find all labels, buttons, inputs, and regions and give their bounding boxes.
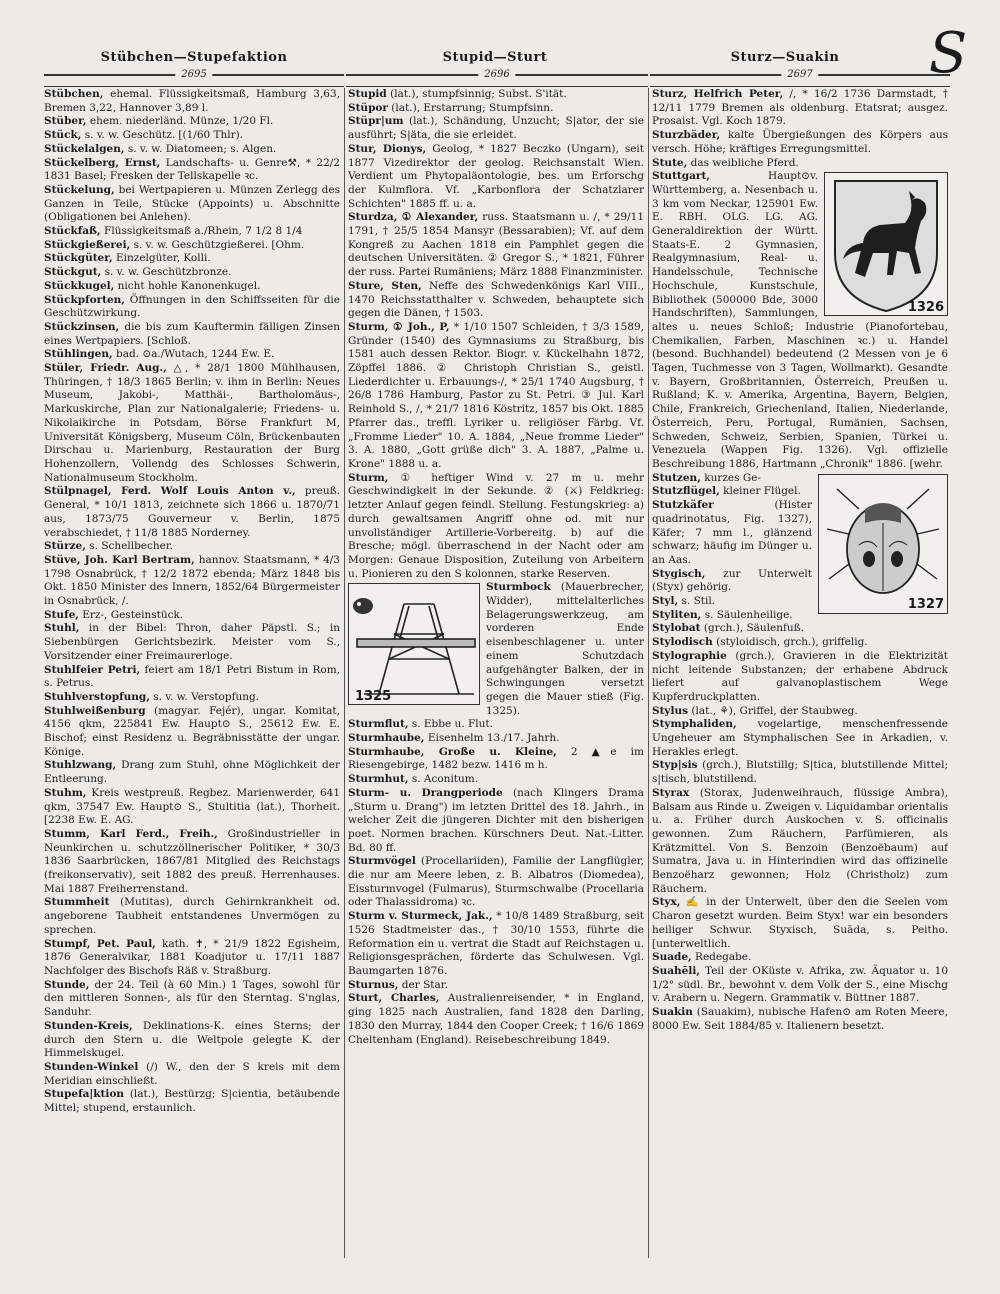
dictionary-entry: [44, 266, 340, 280]
dictionary-entry: [348, 732, 644, 746]
entry-headword: Stutzkäfer: [652, 499, 714, 512]
entry-headword: Stutzflügel,: [652, 485, 720, 498]
entry-definition: s. Aconitum.: [411, 773, 479, 786]
entry-definition: (grch.), Säulenfuß.: [703, 622, 805, 635]
entry-definition: * 10/8 1489 Straßburg, seit 1526 Stadtmeister das., † 30/10 1553, führte die Reformation ein u. vertrat die Stadt auf Reichstagen u. Religionsgesprächen, förderte das Schulwesen. Vgl. Baumgarten 1876.: [348, 910, 644, 977]
entry-headword: Stuhlfeier Petri,: [44, 663, 141, 676]
dictionary-entry: [348, 472, 644, 582]
entry-headword: Stüber,: [44, 115, 87, 128]
entry-headword: Stupid: [348, 88, 387, 100]
entry-headword: Sturdza, ① Alexander,: [348, 211, 479, 224]
dictionary-entry: [44, 896, 340, 937]
entry-definition: Großindustrieller in Neunkirchen u. schutzzöllnerischer Politiker, * 30/3 1836 Saarbrücken, 1867/81 Mitglied des Reichstags (freikonservativ), seit 1882 des preuß. Herrenhauses. Mai 1887 Freiherrenstand.: [44, 827, 340, 895]
entry-headword: Stuhlverstopfung,: [44, 690, 150, 703]
entry-headword: Styl,: [652, 595, 679, 608]
entry-definition: preuß. General, * 10/1 1813, zeichnete sich 1866 u. 1870/71 aus, 1873/75 Gouverneur v. Berlin, 1875 verabschiedet, † 11/8 1885 Norderney.: [44, 485, 340, 539]
dictionary-entry: [44, 321, 340, 348]
running-head-right: Sturz—Suakin: [730, 50, 840, 65]
dictionary-entry: [44, 143, 340, 157]
entry-headword: Stüpor: [348, 101, 388, 114]
column-left: [44, 88, 340, 1258]
entry-definition: Eisenhelm 13./17. Jahrh.: [427, 732, 560, 745]
entry-headword: Sturmflut,: [348, 718, 409, 731]
dictionary-entry: [652, 129, 948, 156]
dictionary-entry: [348, 855, 644, 910]
dictionary-entry: [652, 718, 948, 759]
entry-headword: Stückgießerei,: [44, 238, 131, 251]
dictionary-entry: [348, 992, 644, 1047]
dictionary-entry: [652, 896, 948, 951]
entry-definition: kalte Übergießungen des Körpers aus versch. Höhe; kräftiges Erregungsmittel.: [652, 129, 948, 155]
coat-of-arms-horse-icon: [825, 173, 947, 315]
entry-definition: die bis zum Kauftermin fälligen Zinsen eines Wertpapiers. [Schloß.: [44, 320, 340, 347]
entry-headword: Stuhlzwang,: [44, 759, 117, 772]
entry-definition: /, * 16/2 1736 Darmstadt, † 12/11 1779 Bremen als oldenburg. Etatsrat; ausgez. Prosaist. Vgl. Koch 1879.: [652, 88, 948, 128]
entry-definition: Landschafts- u. Genre⚒, * 22/2 1831 Basel; Fresken der Tellskapelle ꝛc.: [44, 156, 340, 183]
entry-definition: (Sauakim), nubische Hafen⊙ am Roten Meere, 8000 Ew. Seit 1884/85 v. Italienern besetzt.: [652, 1006, 948, 1032]
running-head-center: Stupid—Sturt: [442, 50, 548, 65]
entry-definition: s. v. w. Verstopfung.: [153, 690, 260, 703]
dictionary-entry: [44, 348, 340, 362]
dictionary-entry: [348, 910, 644, 979]
entry-definition: in der Bibel: Thron, daher Päpstl. S.; in Siebenbürgen Gerichtsbezirk. Meister vom S., Vorsitzender einer Freimaurerloge.: [44, 622, 340, 662]
dictionary-entry: [348, 773, 644, 787]
dictionary-entry: [348, 979, 644, 993]
entry-headword: Stylus: [652, 704, 689, 717]
entry-definition: Einzelgüter, Kolli.: [116, 252, 211, 265]
entry-headword: Styliten,: [652, 608, 702, 621]
entry-definition: kurzes Ge-: [704, 471, 761, 484]
page-number-right: 2697: [781, 69, 818, 81]
column-right: [652, 88, 948, 1258]
beetle-illustration: [819, 475, 947, 613]
entry-definition: ① heftiger Wind v. 27 m u. mehr Geschwindigkeit in der Sekunde. ② (⚔) Feldkrieg: letzter Anlauf gegen feindl. Stellung. Festungskrieg: a) durch gewaltsamen Angriff ohne od. mit nur unvollständiger Artillerie-Vorbereitg. b) auf die Bresche; mögl. überraschend in der Nacht oder am Morgen: Genaue Disposition, Zuteilung von Arbeitern u. Pionieren zu den S kolonnen, starke Reserven.: [348, 471, 644, 580]
dictionary-entry: [348, 746, 644, 773]
dictionary-entry: [348, 787, 644, 856]
section-letter: S: [928, 21, 968, 86]
entry-headword: Stückfaß,: [44, 225, 101, 238]
dictionary-entry: [652, 636, 948, 650]
entry-definition: Redegabe.: [695, 951, 752, 964]
entry-headword: Stülpnagel, Ferd. Wolf Louis Anton v.,: [44, 485, 296, 498]
dictionary-entry: [44, 485, 340, 540]
column-divider: [344, 88, 345, 1258]
entry-headword: Stühlingen,: [44, 348, 113, 361]
entry-headword: Stute,: [652, 156, 688, 169]
dictionary-entry: [44, 705, 340, 760]
entry-definition: bei Wertpapieren u. Münzen Zerlegg des Ganzen in Teile, Stücke (Appoints) u. Abschnitte (Obligationen bei Anlehen).: [44, 183, 340, 224]
dictionary-entry: [44, 554, 340, 609]
entry-headword: Sturm- u. Drangperiode: [348, 786, 503, 799]
entry-definition: Drang zum Stuhl, ohne Möglichkeit der Entleerung.: [44, 759, 340, 786]
page-number-bar-center: [346, 69, 648, 87]
page-number-bar-right: [650, 69, 950, 87]
entry-headword: Stur, Dionys,: [348, 142, 427, 155]
entry-definition: kleiner Flügel.: [723, 485, 801, 498]
entry-headword: Suade,: [652, 951, 692, 964]
entry-headword: Stückgut,: [44, 266, 102, 279]
dictionary-entry: [348, 718, 644, 732]
entry-definition: s. Stil.: [681, 595, 716, 608]
entry-headword: Sturt, Charles,: [348, 992, 440, 1005]
dictionary-entry: [44, 280, 340, 294]
entry-headword: Styp|sis: [652, 759, 698, 772]
dictionary-entry: [44, 362, 340, 485]
entry-headword: Stuttgart,: [652, 170, 710, 183]
entry-headword: Sturzbäder,: [652, 129, 721, 142]
entry-definition: Flüssigkeitsmaß a./Rhein, 7 1/2 8 1/4: [104, 225, 303, 238]
entry-headword: Stückelung,: [44, 183, 115, 196]
entry-definition: (styloidisch, grch.), griffelig.: [716, 636, 868, 649]
entry-headword: Stückpforten,: [44, 293, 125, 306]
entry-definition: Deklinations-K. eines Sterns; der durch den Stern u. die Weltpole gelegte K. der Himmelskugel.: [44, 1019, 340, 1060]
entry-definition: ehemal. Flüssigkeitsmaß, Hamburg 3,63, Bremen 3,22, Hannover 3,89 l.: [44, 88, 340, 114]
entry-headword: Stuhlweißenburg: [44, 704, 146, 717]
figure-number: 1327: [907, 596, 944, 612]
entry-definition: (/) W., den der S kreis mit dem Meridian einschließt.: [44, 1060, 340, 1087]
entry-definition: (lat.), Erstarrung; Stumpfsinn.: [391, 101, 554, 114]
dictionary-entry: [44, 129, 340, 143]
entry-definition: (Mutitas), durch Gehirnkrankheit od. angeborene Taubheit entstandenes Unvermögen zu sprechen.: [44, 896, 340, 936]
dictionary-entry: [652, 157, 948, 171]
dictionary-entry: [44, 239, 340, 253]
dictionary-entry: [44, 828, 340, 897]
entry-definition: (magyar. Fejér), ungar. Komitat, 4156 qkm, 225841 Ew. Haupt⊙ S., 25612 Ew. E. Bischof; einst Residenz u. Begräbnisstätte der ungar. Könige.: [44, 704, 340, 758]
entry-headword: Stumpf, Pet. Paul,: [44, 937, 156, 950]
entry-definition: ehem. niederländ. Münze, 1/20 Fl.: [89, 115, 274, 128]
entry-headword: Stückkugel,: [44, 279, 115, 292]
entry-definition: nicht hohle Kanonenkugel.: [117, 279, 261, 292]
entry-definition: s. v. w. Geschützbronze.: [104, 266, 232, 279]
dictionary-entry: [348, 280, 644, 321]
dictionary-entry: [44, 157, 340, 184]
page-number-left: 2695: [175, 69, 212, 81]
entry-headword: Styx,: [652, 896, 681, 909]
entry-definition: (lat.), Schändung, Unzucht; S|ator, der sie ausführt; S|äta, die sie erleidet.: [348, 115, 644, 142]
entry-headword: Suakin: [652, 1006, 693, 1019]
entry-headword: Stückelalgen,: [44, 142, 125, 155]
entry-definition: s. Schellbecher.: [89, 540, 174, 553]
dictionary-entry: [348, 143, 644, 212]
entry-definition: Kreis westpreuß. Regbez. Marienwerder, 641 qkm, 37547 Ew. Haupt⊙ S., Stultitia (lat.), Thorheit. [2238 Ew. E. AG.: [44, 786, 340, 827]
entry-definition: Neffe des Schwedenkönigs Karl VIII., 1470 Reichsstatthalter v. Schweden, behauptete sich gegen die Dänen, † 1503.: [348, 279, 644, 320]
entry-definition: feiert am 18/1 Petri Bistum in Rom, s. Petrus.: [44, 663, 340, 690]
dictionary-entry: [44, 1088, 340, 1115]
page-number-bar-left: [44, 69, 344, 87]
entry-definition: (Storax, Judenweihrauch, flüssige Ambra), Balsam aus Rinde u. Zweigen v. Liquidambar orientalis u. a. Früher durch Auskochen v. S. officinalis gewonnen. Zum Räuchern, Parfümieren, als Krätzmittel. Von S. Benzoin (Benzoëbaum) auf Sumatra, Java u. in Hinterindien wird das offizinelle Benzoëharz gewonnen; Holz (Christholz) zum Räuchern.: [652, 786, 948, 895]
entry-definition: (Mauerbrecher, Widder), mittelalterliches Belagerungswerkzeug, am vorderen Ende eisenbeschlagener u. unter einem Schutzdach aufgehängter Balken, der in Schwingungen versetzt gegen die Mauer stieß (Fig. 1325).: [486, 581, 644, 717]
entry-headword: Sturmhaube, Große u. Kleine,: [348, 745, 557, 758]
entry-definition: Haupt⊙v. Württemberg, a. Nesenbach u. 3 km vom Neckar, 125901 Ew. E. RBH. OLG. LG. AG. Generaldirektion der Württ. Staats-E. 2 Gymnasien, Realgymnasium, Real- u. Handelsschule, Technische Hochschule, Kunstschule, Bibliothek (500000 Bde, 3000 Handschriften), Sammlungen, altes u. neues Schloß; Industrie (Pianofortebau, Chemikalien, Farben, Maschinen ꝛc.) u. Handel (besond. Buchhandel) bedeutend (2 Messen von je 6 Tagen, Tuchmesse von 3 Tagen, Wollmarkt). Gesandte v. Bayern, Großbritannien, Österreich, Preußen u. Rußland; K. v. Amerika, Argentina, Bayern, Belgien, Chile, Frankreich, Griechenland, Italien, Niederlande, Österreich, Peru, Portugal, Rumänien, Sachsen, Schweden, Schweiz, Serbien, Spanien, Türkei u. Venezuela (Wappen Fig. 1326). Vgl. offizielle Beschreibung 1886, Hartmann „Chronik" 1886. [wehr.: [652, 170, 948, 470]
dictionary-entry: [44, 664, 340, 691]
dictionary-entry: [44, 540, 340, 554]
entry-headword: Stüve, Joh. Karl Bertram,: [44, 553, 195, 566]
dictionary-entry: [652, 787, 948, 897]
figure-stuttgart-coat-of-arms: [824, 172, 948, 316]
entry-definition: ✍ in der Unterwelt, über den die Seelen vom Charon gesetzt wurden. Beim Styx! war ein besonders heiliger Schwur. Styxisch, Suāda, s. Peitho. [unterweltlich.: [652, 896, 948, 950]
entry-headword: Stummheit: [44, 896, 110, 909]
entry-headword: Sturmvögel: [348, 855, 416, 868]
entry-definition: vogelartige, menschenfressende Ungeheuer am Stymphalischen See in Arkadien, v. Herakles erlegt.: [652, 718, 948, 758]
entry-headword: Stylographie: [652, 649, 727, 662]
entry-headword: Sturm,: [348, 471, 389, 484]
entry-definition: (grch.), Blutstillg; S|tica, blutstillende Mittel; s|tisch, blutstillend.: [652, 759, 948, 786]
entry-definition: zur Unterwelt (Styx) gehörig.: [652, 567, 812, 594]
dictionary-entry: [44, 225, 340, 239]
entry-headword: Stunden-Winkel: [44, 1060, 139, 1073]
entry-headword: Sture, Sten,: [348, 279, 422, 292]
dictionary-entry: [44, 184, 340, 225]
entry-definition: (lat., ⚘), Griffel, der Staubweg.: [691, 704, 858, 717]
dictionary-entry: [44, 979, 340, 1020]
entry-headword: Sturm v. Sturmeck, Jak.,: [348, 910, 493, 923]
entry-headword: Sturmbock: [486, 581, 551, 594]
dictionary-entry: [652, 965, 948, 1006]
dictionary-entry: [44, 252, 340, 266]
dictionary-entry: [44, 787, 340, 828]
dictionary-entry: [44, 115, 340, 129]
entry-definition: (lat.), Bestürzg; S|cientia, betäubende Mittel; stupend, erstaunlich.: [44, 1088, 340, 1115]
entry-headword: Sturm, ① Joh., P,: [348, 320, 450, 333]
entry-headword: Sturnus,: [348, 978, 399, 991]
entry-definition: das weibliche Pferd.: [690, 156, 799, 169]
entry-headword: Stück,: [44, 129, 82, 142]
dictionary-entry: [652, 705, 948, 719]
entry-definition: (Procellariiden), Familie der Langflügler, die nur am Meere leben, z. B. Albatros (Diomedea), Eissturmvogel (Fulmarus), Sturmschwalbe (Procellaria oder Thalassidroma) ꝛc.: [348, 855, 644, 909]
dictionary-entry: [652, 759, 948, 786]
entry-definition: 2 ▲e im Riesengebirge, 1482 bezw. 1416 m h.: [348, 745, 644, 772]
entry-headword: Sturmhaube,: [348, 732, 425, 745]
dictionary-entry: [652, 1006, 948, 1033]
figure-hister-beetle: [818, 474, 948, 614]
entry-definition: s. v. w. Geschütz. [(1/60 Thlr).: [84, 129, 244, 142]
column-center: [348, 88, 644, 1258]
dictionary-entry: [44, 938, 340, 979]
entry-headword: Stunde,: [44, 978, 90, 991]
entry-headword: Stuhl,: [44, 622, 80, 635]
entry-definition: s. Ebbe u. Flut.: [411, 718, 493, 731]
entry-definition: * 1/10 1507 Schleiden, † 3/3 1589, Gründer (1540) des Gymnasiums zu Straßburg, bis 1581 auch dessen Rektor. Biogr. v. Kückelhahn 1872, Zöpffel 1886. ② Christoph Christian S., geistl. Liederdichter u. Erbauungs-/, * 25/1 1740 Augsburg, † 26/8 1786 Hamburg, Pastor zu St. Petri. ③ Jul. Karl Reinhold S., /, * 21/7 1816 Köstritz, 1857 bis Okt. 1885 Pfarrer das., treffl. Lyriker u. religiöser Färbg. Vf. „Fromme Lieder" 10. A. 1884, „Neue fromme Lieder" 3. A. 1880, „Gott grüße dich" 3. A. 1887, „Palme u. Krone" 1888 u. a.: [348, 320, 644, 470]
entry-definition: Australienreisender, * in England, ging 1825 nach Australien, fand 1828 den Darling, 1830 den Murray, 1844 den Cooper Creek; † 16/6 1869 Cheltenham (England). Reisebeschreibung 1849.: [348, 992, 644, 1046]
entry-headword: Stübchen,: [44, 88, 104, 100]
figure-number: 1325: [355, 688, 392, 704]
entry-definition: s. v. w. Diatomeen; s. Algen.: [127, 142, 277, 155]
entry-definition: kath. ✝, * 21/9 1822 Egisheim, 1876 Generalvikar, 1881 Koadjutor u. 17/11 1887 Nachfolger des Bischofs Räß v. Straßburg.: [44, 937, 340, 977]
dictionary-entry: [44, 609, 340, 623]
entry-definition: Öffnungen in den Schiffsseiten für die Geschützwirkung.: [44, 293, 340, 320]
figure-number: 1326: [907, 299, 944, 315]
dictionary-entry: [44, 294, 340, 321]
entry-definition: Erz-, Gesteinstück.: [82, 608, 184, 621]
entry-headword: Stückgüter,: [44, 252, 113, 265]
entry-headword: Styrax: [652, 786, 690, 799]
entry-definition: (lat.), stumpfsinnig; Subst. S'ität.: [390, 88, 567, 100]
entry-headword: Stylobat: [652, 622, 701, 635]
entry-headword: Sturz, Helfrich Peter,: [652, 88, 784, 100]
figure-sturmbock: [348, 583, 480, 705]
entry-headword: Stylodisch: [652, 636, 713, 649]
entry-headword: Stupefa|ktion: [44, 1088, 124, 1101]
entry-definition: (nach Klingers Drama „Sturm u. Drang") im letzten Drittel des 18. Jahrh., in welcher Zeit die jüngeren Dichter mit den bisherigen poet. Normen brachen. Kürschners Deut. Nat.-Litter. Bd. 80 ff.: [348, 786, 644, 854]
entry-headword: Stufe,: [44, 608, 79, 621]
entry-headword: Stürze,: [44, 540, 86, 553]
dictionary-entry: [44, 759, 340, 786]
dictionary-entry: [652, 622, 948, 636]
entry-definition: der Star.: [401, 978, 448, 991]
page-number-center: 2696: [478, 69, 515, 81]
entry-headword: Stückelberg, Ernst,: [44, 156, 161, 169]
entry-headword: Stückzinsen,: [44, 320, 120, 333]
entry-definition: (Hister quadrinotatus, Fig. 1327), Käfer; 7 mm l., glänzend schwarz; häufig im Dünger u. an Aas.: [652, 499, 812, 566]
entry-definition: (grch.), Gravieren in die Elektrizität nicht leitende Substanzen; der erhabene Abdruck liefert auf galvanoplastischem Wege Kupferdruckplatten.: [652, 649, 948, 703]
column-divider: [648, 88, 649, 1258]
dictionary-entry: [652, 951, 948, 965]
dictionary-entry: [348, 102, 644, 116]
entry-headword: Stymphaliden,: [652, 718, 737, 731]
dictionary-entry: [44, 691, 340, 705]
entry-headword: Stuhm,: [44, 786, 87, 799]
running-head-left: Stübchen—Stupefaktion: [100, 50, 288, 65]
dictionary-entry: [652, 88, 948, 129]
dictionary-entry: [44, 622, 340, 663]
dictionary-entry: [44, 88, 340, 115]
dictionary-entry: [652, 650, 948, 705]
entry-headword: Stygisch,: [652, 567, 706, 580]
entry-definition: Geolog, * 1827 Beczko (Ungarn), seit 1877 Vizedirektor der geolog. Reichsanstalt Wien. Verdient um Phytopaläontologie, bes. um Erforschg der Kulmflora. Vf. „Karbonflora der Schatzlarer Schichten" 1885 ff. u. a.: [348, 142, 644, 210]
entry-definition: bad. ⊙a./Wutach, 1244 Ew. E.: [115, 348, 275, 361]
entry-definition: s. Säulenheilige.: [704, 608, 793, 621]
dictionary-entry: [44, 1020, 340, 1061]
entry-headword: Stüpr|um: [348, 115, 404, 128]
battering-ram-illustration: [349, 584, 479, 704]
dictionary-entry: [348, 88, 644, 102]
entry-headword: Sturmhut,: [348, 773, 409, 786]
entry-headword: Stunden-Kreis,: [44, 1019, 133, 1032]
dictionary-entry: [348, 321, 644, 472]
entry-definition: russ. Staatsmann u. /, * 29/11 1791, † 25/5 1854 Mansyr (Bessarabien); Vf. auf dem Kongreß zu Aachen 1818 ein Pamphlet gegen die deutschen Universitäten. ② Gregor S., * 1821, Führer der russ. Partei Rumäniens; März 1888 Finanzminister.: [348, 211, 644, 279]
dictionary-entry: [44, 1061, 340, 1088]
entry-definition: hannov. Staatsmann, * 4/3 1798 Osnabrück, † 12/2 1872 ebenda; März 1848 bis Okt. 1850 Minister des Innern, 1852/64 Bürgermeister in Osnabrück, /.: [44, 553, 340, 608]
entry-definition: s. v. w. Geschützgießerei. [Ohm.: [133, 238, 305, 251]
entry-headword: Suahēli,: [652, 965, 700, 977]
entry-headword: Stutzen,: [652, 471, 701, 484]
dictionary-entry: [348, 115, 644, 142]
entry-definition: der 24. Teil (à 60 Min.) 1 Tages, sowohl für den mittleren Sonnen-, als für den Sterntag. S'nglas, Sanduhr.: [44, 978, 340, 1019]
entry-definition: △, * 28/1 1800 Mühlhausen, Thüringen, † 18/3 1865 Berlin; v. ihm in Berlin: Neues Museum, Jakobi-, Matthäi-, Bartholomäus-, Markuskirche, Plan zur Nationalgalerie; Friedens- u. Nikolaikirche in Potsdam, Börse Frankfurt M, Universität Königsberg, Museum Cöln, Brückenbauten Dirschau u. Marienburg, Restauration der Burg Hohenzollern, Vollendg des Schlosses Schwerin, Nationalmuseum Stockholm.: [44, 362, 340, 484]
dictionary-entry: [348, 211, 644, 280]
entry-headword: Stüler, Friedr. Aug.,: [44, 362, 167, 375]
entry-headword: Stumm, Karl Ferd., Freih.,: [44, 827, 218, 840]
entry-definition: Teil der OKüste v. Afrika, zw. Äquator u. 10 1/2° südl. Br., bewohnt v. dem Volk der S., eine Mischg v. Arabern u. Negern. Grammatik v. Büttner 1887.: [652, 965, 948, 1005]
